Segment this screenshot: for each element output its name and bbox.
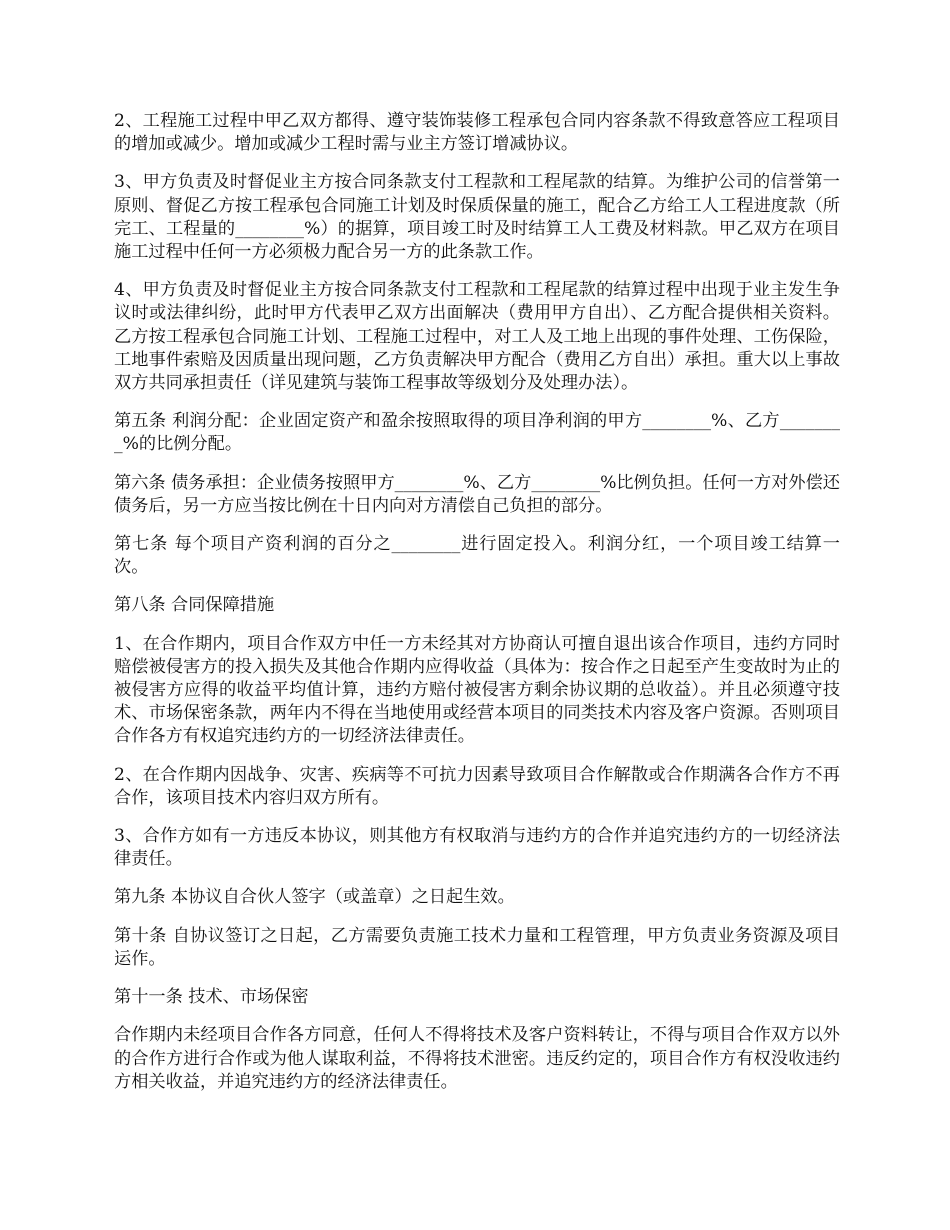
article-8-item-1: 1、在合作期内，项目合作双方中任一方未经其对方协商认可擅自退出该合作项目，违约方同时赔偿被侵害方的投入损失及其他合作期内应得收益（具体为：按合作之日起至产生变故时为止的被侵害方应得的收益平均值计算，违约方赔付被侵害方剩余协议期的总收益）。并且必须遵守技术、市场保密条款，两年内不得在当地使用或经营本项目的同类技术内容及客户资源。否则项目合作各方有权追究违约方的一切经济法律责任。 <box>114 633 840 747</box>
article-11-heading: 第十一条 技术、市场保密 <box>114 987 309 1008</box>
article-8-item-3: 3、合作方如有一方违反本协议，则其他方有权取消与违约方的合作并追究违约方的一切经济法律责任。 <box>114 826 840 870</box>
article-6-debt-assumption: 第六条 债务承担：企业债务按照甲方________%、乙方________%比例负担。任何一方对外偿还债务后，另一方应当按比例在十日内向对方清偿自己负担的部分。 <box>114 472 840 516</box>
article-9-effectiveness: 第九条 本协议自合伙人签字（或盖章）之日起生效。 <box>114 887 515 908</box>
clause-3-paragraph: 3、甲方负责及时督促业主方按合同条款支付工程款和工程尾款的结算。为维护公司的信誉第一原则、督促乙方按工程承包合同施工计划及时保质保量的施工，配合乙方给工人工程进度款（所完工、工程量的________%）的据算，项目竣工时及时结算工人工费及材料款。甲乙双方在项目施工过程中任何一方必须极力配合另一方的此条款工作。 <box>114 172 840 263</box>
document-page <box>114 110 840 1109</box>
article-7-fixed-investment: 第七条 每个项目产资利润的百分之________进行固定投入。利润分红，一个项目竣工结算一次。 <box>114 534 840 578</box>
article-8-item-2: 2、在合作期内因战争、灾害、疾病等不可抗力因素导致项目合作解散或合作期满各合作方不再合作，该项目技术内容归双方所有。 <box>114 764 840 808</box>
clause-4-paragraph: 4、甲方负责及时督促业主方按合同条款支付工程款和工程尾款的结算过程中出现于业主发生争议时或法律纠纷，此时甲方代表甲乙双方出面解决（费用甲方自出）、乙方配合提供相关资料。乙方按工程承包合同施工计划、工程施工过程中，对工人及工地上出现的事件处理、工伤保险，工地事件索赔及因质量出现问题，乙方负责解决甲方配合（费用乙方自出）承担。重大以上事故双方共同承担责任（详见建筑与装饰工程事故等级划分及处理办法）。 <box>114 280 840 394</box>
article-8-heading: 第八条 合同保障措施 <box>114 595 275 616</box>
article-5-profit-distribution: 第五条 利润分配：企业固定资产和盈余按照取得的项目净利润的甲方________%、乙方________%的比例分配。 <box>114 411 840 455</box>
clause-2-paragraph: 2、工程施工过程中甲乙双方都得、遵守装饰装修工程承包合同内容条款不得致意答应工程项目的增加或减少。增加或减少工程时需与业主方签订增减协议。 <box>114 111 840 155</box>
article-10-responsibilities: 第十条 自协议签订之日起，乙方需要负责施工技术力量和工程管理，甲方负责业务资源及项目运作。 <box>114 925 840 969</box>
article-11-confidentiality: 合作期内未经项目合作各方同意，任何人不得将技术及客户资料转让，不得与项目合作双方以外的合作方进行合作或为他人谋取利益，不得将技术泄密。违反约定的，项目合作方有权没收违约方相关收益，并追究违约方的经济法律责任。 <box>114 1025 840 1092</box>
